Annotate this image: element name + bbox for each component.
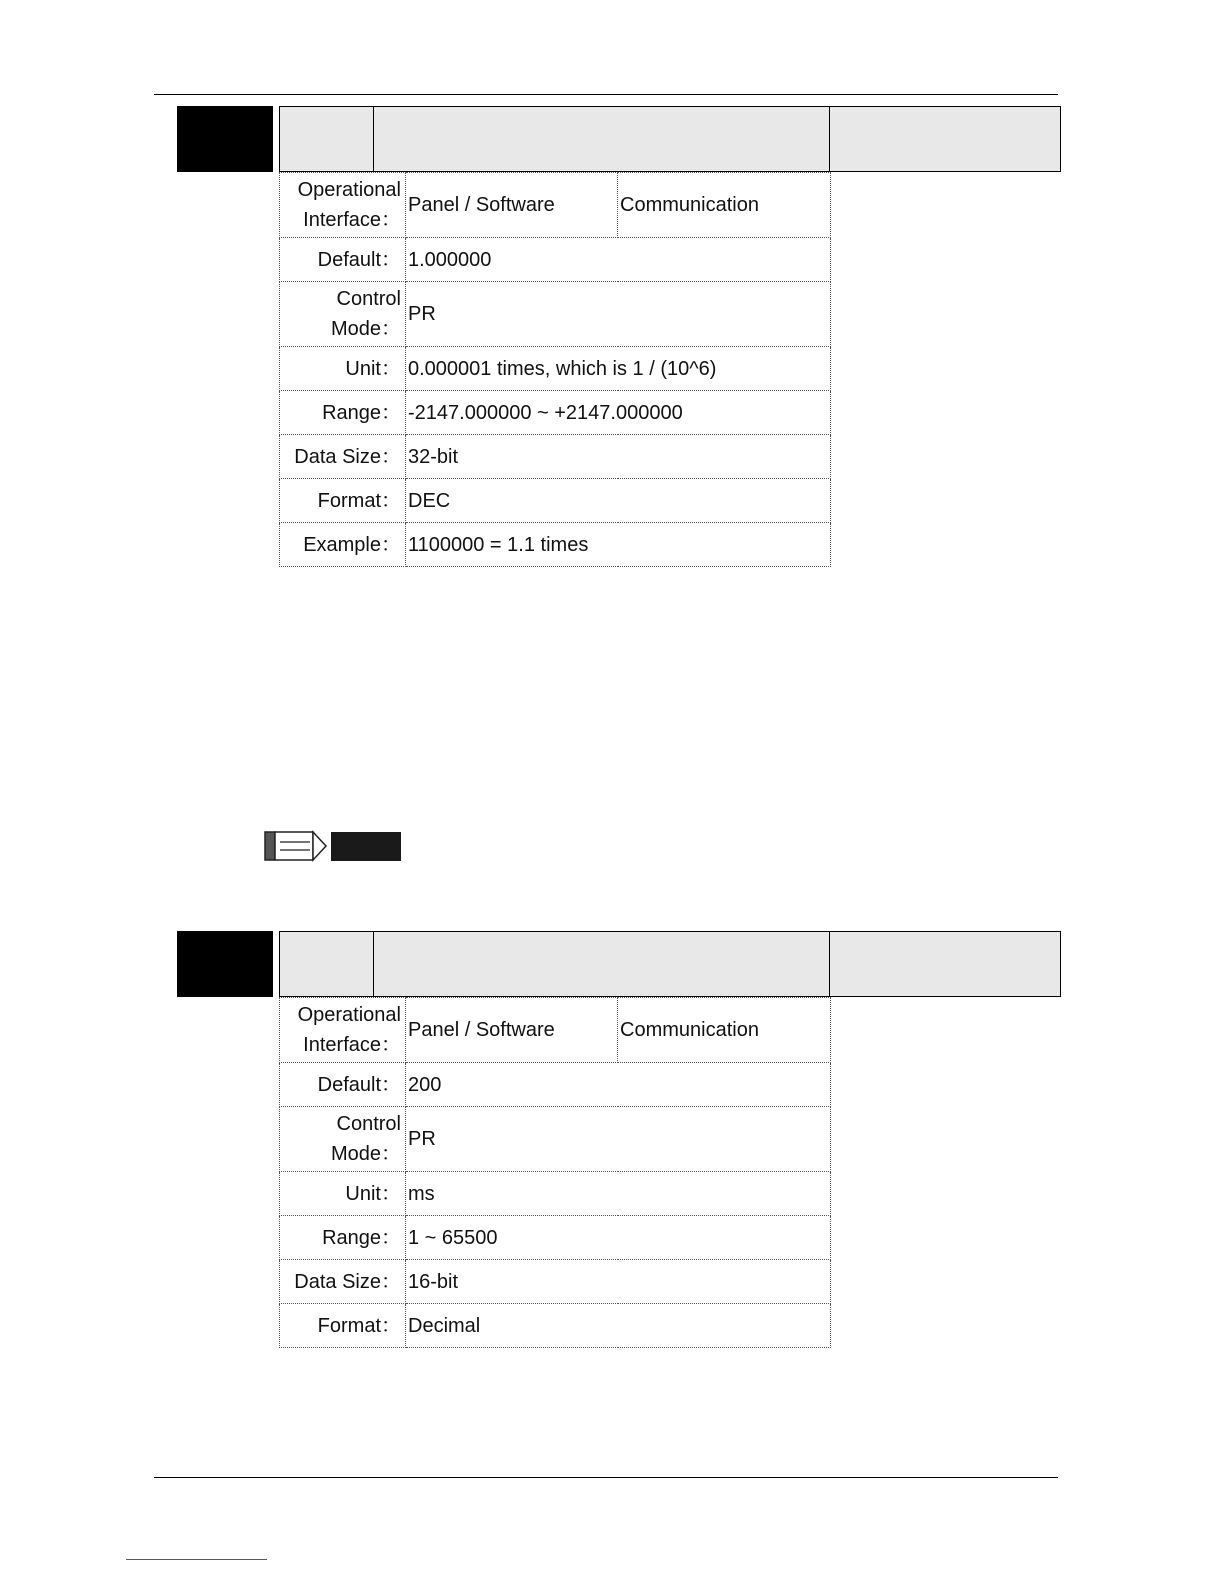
op-communication: Communication — [618, 998, 831, 1063]
parameter-address-cell — [280, 107, 374, 171]
format-row — [280, 479, 831, 523]
unit-label: Unit： — [280, 347, 406, 391]
range-label: Range： — [280, 391, 406, 435]
operational-interface-label: Operational Interface： — [280, 173, 406, 238]
range-value: -2147.000000 ~ +2147.000000 — [406, 391, 831, 435]
header-rule — [154, 94, 1058, 95]
unit-label: Unit： — [280, 1172, 406, 1216]
example-value: 1100000 = 1.1 times — [406, 523, 831, 567]
footer-link-underline[interactable] — [126, 1559, 267, 1560]
default-label: Default： — [280, 1063, 406, 1107]
format-value: Decimal — [406, 1304, 831, 1348]
parameter-address-cell — [280, 932, 374, 996]
unit-row — [280, 347, 831, 391]
control-mode-value: PR — [406, 1107, 831, 1172]
parameter-header-1 — [177, 106, 1059, 172]
data-size-row — [280, 435, 831, 479]
range-value: 1 ~ 65500 — [406, 1216, 831, 1260]
operational-interface-label: Operational Interface： — [280, 998, 406, 1063]
default-label: Default： — [280, 238, 406, 282]
default-value: 1.000000 — [406, 238, 831, 282]
control-mode-label: Control Mode： — [280, 282, 406, 347]
parameter-address-info-cell — [830, 107, 1060, 171]
data-size-value: 32-bit — [406, 435, 831, 479]
control-mode-row — [280, 282, 831, 347]
format-value: DEC — [406, 479, 831, 523]
parameter-code-block — [177, 931, 273, 997]
parameter-spec-table-2 — [279, 997, 831, 1348]
range-row — [280, 391, 831, 435]
data-size-row — [280, 1260, 831, 1304]
note-label-bar — [331, 832, 401, 861]
data-size-label: Data Size： — [280, 1260, 406, 1304]
op-panel-software: Panel / Software — [406, 998, 618, 1063]
unit-row — [280, 1172, 831, 1216]
parameter-title-bar — [279, 931, 1061, 997]
control-mode-label: Control Mode： — [280, 1107, 406, 1172]
parameter-header-2 — [177, 931, 1059, 997]
footer-rule — [154, 1477, 1058, 1478]
default-row — [280, 238, 831, 282]
format-label: Format： — [280, 1304, 406, 1348]
op-panel-software: Panel / Software — [406, 173, 618, 238]
data-size-label: Data Size： — [280, 435, 406, 479]
parameter-title-bar — [279, 106, 1061, 172]
default-value: 200 — [406, 1063, 831, 1107]
range-row — [280, 1216, 831, 1260]
unit-value: 0.000001 times, which is 1 / (10^6) — [406, 347, 831, 391]
pencil-note-icon — [264, 830, 328, 862]
data-size-value: 16-bit — [406, 1260, 831, 1304]
operational-interface-row — [280, 173, 831, 238]
format-row — [280, 1304, 831, 1348]
parameter-address-info-cell — [830, 932, 1060, 996]
example-label: Example： — [280, 523, 406, 567]
parameter-code-block — [177, 106, 273, 172]
control-mode-row — [280, 1107, 831, 1172]
parameter-name-cell — [374, 932, 830, 996]
operational-interface-row — [280, 998, 831, 1063]
parameter-spec-table-1 — [279, 172, 831, 567]
control-mode-value: PR — [406, 282, 831, 347]
op-communication: Communication — [618, 173, 831, 238]
unit-value: ms — [406, 1172, 831, 1216]
example-row — [280, 523, 831, 567]
range-label: Range： — [280, 1216, 406, 1260]
default-row — [280, 1063, 831, 1107]
format-label: Format： — [280, 479, 406, 523]
parameter-name-cell — [374, 107, 830, 171]
